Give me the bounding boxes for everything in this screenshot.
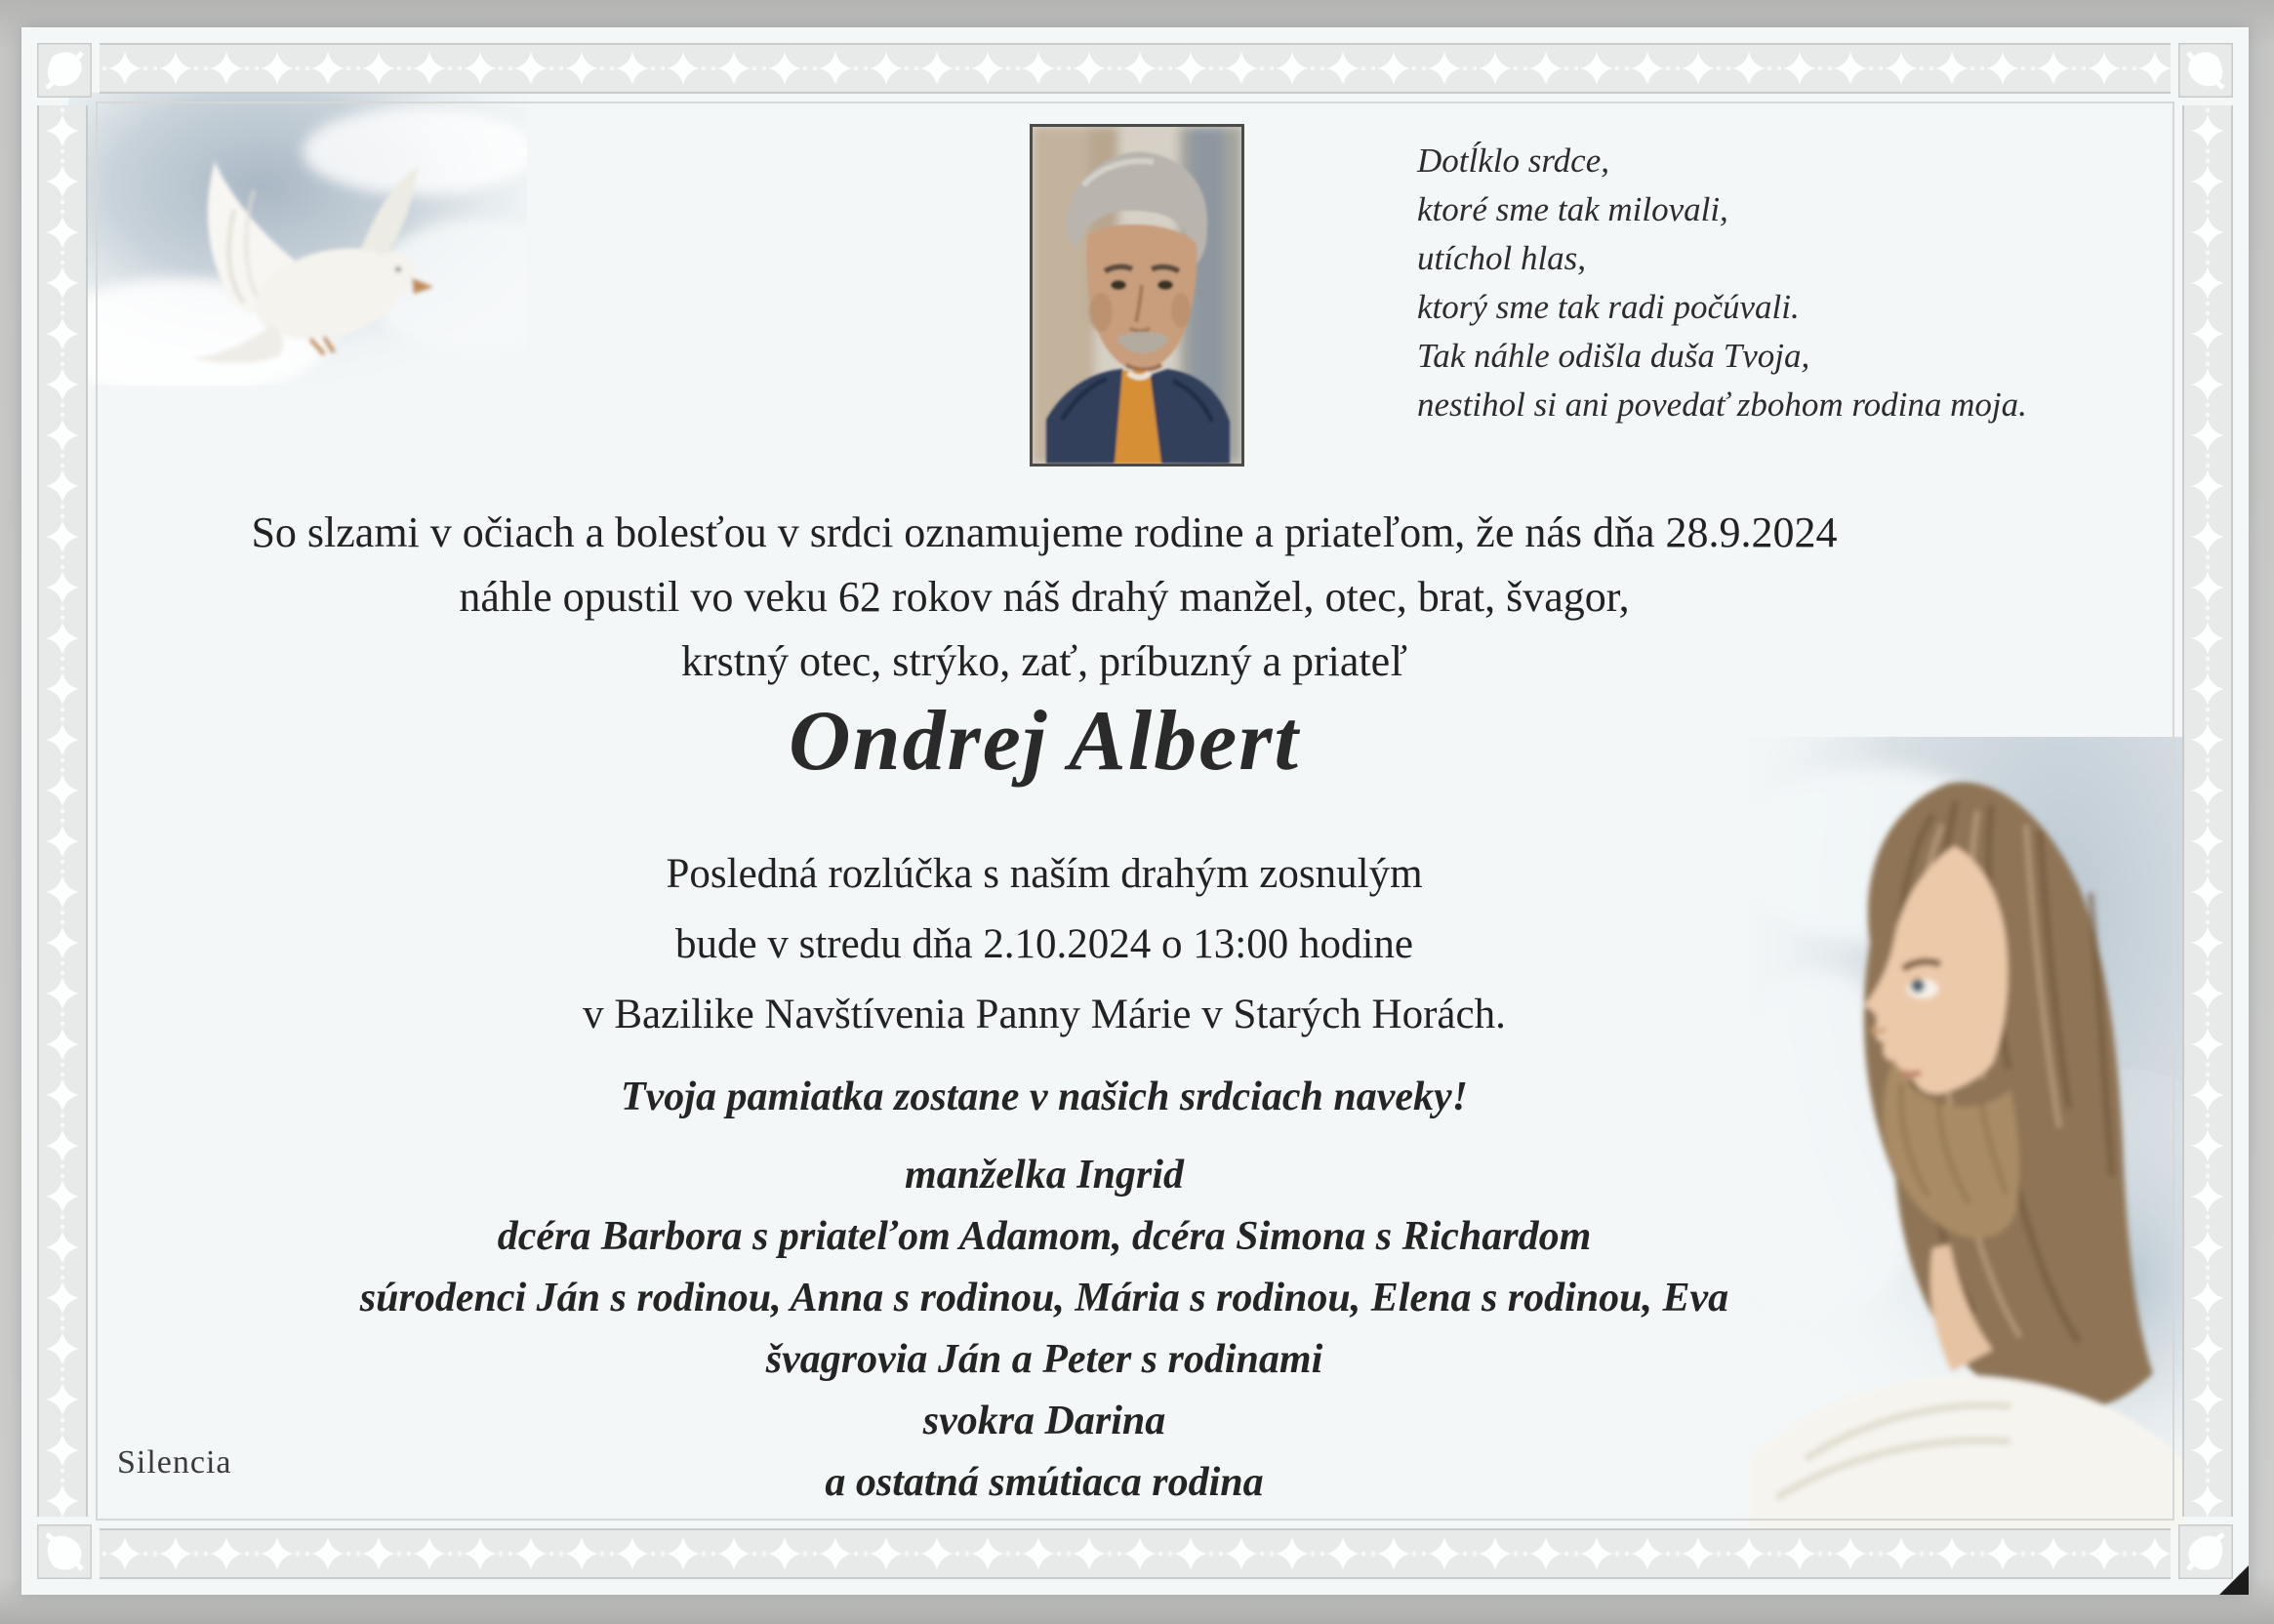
mourner-line: svokra Darina: [922, 1399, 1166, 1443]
poem-line: nestihol si ani povedať zbohom rodina moja.: [1417, 386, 2027, 424]
announcement-line: krstný otec, strýko, zať, príbuzný a priateľ: [680, 637, 1408, 685]
deceased-name-block: [21, 683, 2067, 800]
mourner-line: švagrovia Ján a Peter s rodinami: [765, 1337, 1323, 1382]
portrait-photo: [1030, 124, 1244, 467]
announcement-paragraph: [21, 501, 2067, 694]
border-pattern-top: [100, 43, 2171, 94]
funeral-details: [21, 839, 2067, 1050]
mourner-line: a ostatná smútiaca rodina: [825, 1460, 1264, 1505]
poem: [1417, 137, 2120, 429]
deceased-name: Ondrej Albert: [789, 694, 1300, 789]
tribute-line: Tvoja pamiatka zostane v našich srdciach naveky!: [621, 1075, 1468, 1119]
border-pattern-right: [2182, 105, 2233, 1517]
border-pattern-left: [37, 105, 88, 1517]
poem-line: Tak náhle odišla duša Tvoja,: [1417, 337, 1810, 375]
mourners-list: [21, 1145, 2067, 1514]
border-pattern-bottom: [100, 1528, 2171, 1579]
poem-line: ktoré sme tak milovali,: [1417, 190, 1728, 228]
funeral-line: Posledná rozlúčka s naším drahým zosnulým: [666, 851, 1423, 897]
funeral-line: v Bazilike Navštívenia Panny Márie v Starých Horách.: [583, 992, 1506, 1037]
corner-leaf-ornament-icon: [2178, 43, 2233, 98]
mourner-line: manželka Ingrid: [905, 1153, 1184, 1198]
corner-leaf-ornament-icon: [37, 43, 92, 98]
memorial-card: [21, 27, 2249, 1595]
announcement-line: So slzami v očiach a bolesťou v srdci oznamujeme rodine a priateľom, že nás dňa 28.9.2024: [251, 508, 1838, 556]
poem-line: utíchol hlas,: [1417, 239, 1587, 277]
announcement-line: náhle opustil vo veku 62 rokov náš drahý manžel, otec, brat, švagor,: [459, 573, 1630, 621]
funeral-line: bude v stredu dňa 2.10.2024 o 13:00 hodine: [675, 921, 1413, 967]
mourner-line: dcéra Barbora s priateľom Adamom, dcéra Simona s Richardom: [497, 1214, 1592, 1259]
corner-leaf-ornament-icon: [2178, 1524, 2233, 1579]
poem-line: Dotĺklo srdce,: [1417, 142, 1609, 180]
poem-line: ktorý sme tak radi počúvali.: [1417, 288, 1800, 326]
corner-leaf-ornament-icon: [37, 1524, 92, 1579]
dove-image: [68, 93, 527, 386]
publisher-name: Silencia: [117, 1444, 232, 1481]
mourner-line: súrodenci Ján s rodinou, Anna s rodinou, Mária s rodinou, Elena s rodinou, Eva: [359, 1276, 1729, 1320]
